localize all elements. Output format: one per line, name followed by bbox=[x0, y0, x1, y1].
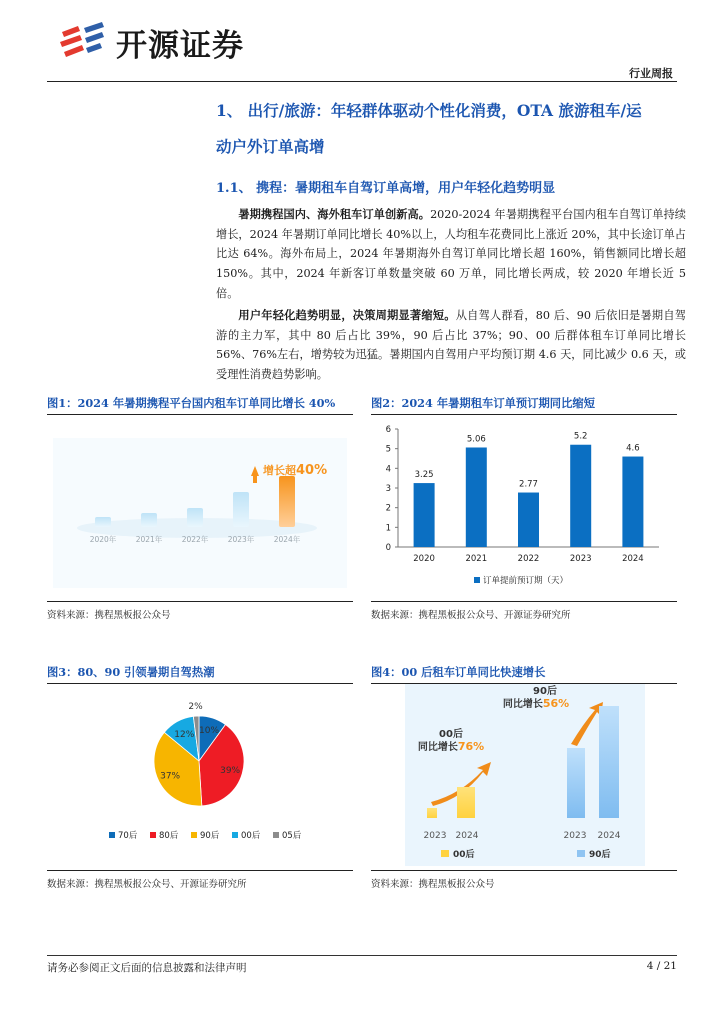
x-tick-label: 2021 bbox=[465, 554, 488, 564]
pie-slice-label: 10% bbox=[199, 726, 220, 737]
legend-swatch bbox=[474, 577, 480, 583]
footer-disclaimer: 请务必参阅正文后面的信息披露和法律声明 bbox=[47, 962, 247, 974]
y-tick-label: 1 bbox=[385, 523, 391, 534]
figure1-bar-2023 bbox=[233, 492, 249, 527]
y-tick-label: 0 bbox=[385, 543, 391, 553]
bar-value-label: 5.06 bbox=[466, 434, 486, 445]
figure3-top-rule bbox=[47, 683, 353, 684]
bar-2022 bbox=[518, 493, 539, 547]
figure1-year-label: 2021年 bbox=[135, 535, 163, 544]
header-divider bbox=[47, 81, 677, 82]
figure4-year-label: 2024 bbox=[455, 831, 479, 841]
brand-name: 开源证券 bbox=[116, 27, 244, 64]
figure4-bottom-rule bbox=[371, 870, 677, 871]
figure1-year-label: 2020年 bbox=[89, 535, 117, 544]
figure2-bar-chart bbox=[371, 418, 677, 596]
figure1-bar-2022 bbox=[187, 508, 203, 527]
bar-2021 bbox=[466, 447, 487, 547]
figure2-title: 图2：2024 年暑期租车订单预订期同比缩短 bbox=[371, 396, 595, 410]
legend-label: 00后 bbox=[453, 850, 475, 860]
brand-logo bbox=[58, 20, 244, 64]
figure4-group1-growth: 同比增长76% bbox=[417, 740, 485, 753]
page-number: 4 / 21 bbox=[646, 960, 677, 972]
figure4-bar-90-2024 bbox=[599, 706, 619, 818]
figure1-image bbox=[47, 420, 353, 600]
figure1-bar-2021 bbox=[141, 513, 157, 527]
y-tick-label: 6 bbox=[385, 425, 391, 435]
paragraph-2-body: 从自驾人群看，80 后、90 后依旧是暑期自驾游的主力军，其中 80 后占比 39%，90 后占比 37%；90、00 后群体租车订单同比增长 56%、76%左右，增势较为迅猛。暑期国内自驾用户平均预订期 4.6 天，同比减少 0.6 天，或受理性消费趋势影响。 bbox=[216, 309, 686, 382]
y-tick-label: 5 bbox=[385, 444, 391, 455]
bar-value-label: 2.77 bbox=[519, 479, 538, 490]
figure1-year-label: 2022年 bbox=[181, 535, 209, 544]
paragraph-2-lead: 用户年轻化趋势明显，决策周期显著缩短。 bbox=[238, 308, 456, 322]
bar-2020 bbox=[414, 483, 435, 547]
legend-label: 70后 bbox=[118, 831, 138, 841]
figure4-title: 图4：00 后租车订单同比快速增长 bbox=[371, 665, 546, 679]
legend-label: 80后 bbox=[159, 831, 179, 841]
figure4-group2-label: 90后 bbox=[533, 686, 557, 697]
paragraph-1-body: 2020-2024 年暑期携程平台国内租车自驾订单持续增长，2024 年暑期订单同比增长 40%以上，人均租车花费同比上涨近 20%，其中长途订单占比达 64%。海外布局上，2024 年暑期海外自驾订单同比增长超 160%，销售额同比增长超 150%。其中，2024 年新客订单数量突破 60 万单，同比增长两成，较 2020 年增长近 5 倍。 bbox=[216, 208, 686, 300]
paragraph-1-lead: 暑期携程国内、海外租车订单创新高。 bbox=[238, 207, 431, 221]
legend-swatch bbox=[150, 832, 156, 838]
section-heading-line1: 1、 出行/旅游：年轻群体驱动个性化消费，OTA 旅游租车/运 bbox=[216, 101, 642, 120]
y-tick-label: 4 bbox=[385, 464, 391, 475]
figure4-bar-00-2024 bbox=[457, 787, 475, 818]
bar-2024 bbox=[622, 457, 643, 547]
legend-swatch bbox=[232, 832, 238, 838]
report-type-tag: 行业周报 bbox=[629, 67, 673, 80]
pie-slice-label: 12% bbox=[174, 730, 195, 741]
figure3-pie-chart bbox=[47, 688, 353, 868]
x-tick-label: 2024 bbox=[622, 554, 644, 564]
figure3-title: 图3：80、90 引领暑期自驾热潮 bbox=[47, 665, 215, 679]
subsection-heading: 1.1、 携程：暑期租车自驾订单高增，用户年轻化趋势明显 bbox=[216, 181, 556, 196]
figure1-year-label: 2023年 bbox=[227, 535, 255, 544]
figure1-source: 资料来源：携程黑板报公众号 bbox=[47, 610, 171, 621]
pie-slice-label: 37% bbox=[160, 771, 181, 782]
figure4-group1-label: 00后 bbox=[439, 729, 463, 740]
figure2-source: 数据来源：携程黑板报公众号、开源证券研究所 bbox=[371, 610, 571, 621]
up-arrow-icon-stem bbox=[253, 475, 257, 483]
x-tick-label: 2023 bbox=[569, 554, 592, 564]
figure4-source: 资料来源：携程黑板报公众号 bbox=[371, 879, 495, 890]
legend-swatch bbox=[191, 832, 197, 838]
legend-label: 90后 bbox=[589, 850, 611, 860]
figure3-source: 数据来源：携程黑板报公众号、开源证券研究所 bbox=[47, 879, 247, 890]
section-heading-line2: 动户外订单高增 bbox=[216, 137, 325, 156]
bar-value-label: 4.6 bbox=[626, 443, 640, 454]
figure1-callout: 增长超40% bbox=[263, 463, 328, 478]
brand-logo-icon bbox=[58, 20, 106, 64]
figure1-year-label: 2024年 bbox=[273, 535, 301, 544]
figure1-bar-2024 bbox=[279, 476, 295, 527]
figure2-top-rule bbox=[371, 414, 677, 415]
legend-swatch bbox=[441, 850, 449, 857]
y-tick-label: 3 bbox=[385, 484, 391, 494]
x-tick-label: 2020 bbox=[413, 554, 435, 564]
legend-label: 90后 bbox=[200, 831, 220, 841]
pie-slice-label: 2% bbox=[188, 702, 203, 713]
figure4-bar-00-2023 bbox=[427, 808, 437, 818]
figure4-year-label: 2023 bbox=[423, 831, 447, 841]
footer-divider bbox=[47, 955, 677, 956]
figure4-group2-growth: 同比增长56% bbox=[502, 697, 570, 710]
figure1-bar-2020 bbox=[95, 517, 111, 527]
figure4-year-label: 2023 bbox=[563, 831, 587, 841]
legend-label: 05后 bbox=[282, 831, 302, 841]
figure4-image bbox=[371, 684, 677, 868]
paragraph-1 bbox=[216, 205, 686, 304]
legend-label: 00后 bbox=[241, 831, 261, 841]
legend-swatch bbox=[273, 832, 279, 838]
bar-value-label: 5.2 bbox=[573, 431, 588, 442]
legend-label: 订单提前预订期（天） bbox=[483, 576, 569, 586]
figure2-bottom-rule bbox=[371, 601, 677, 602]
legend-swatch bbox=[577, 850, 585, 857]
bar-value-label: 3.25 bbox=[414, 470, 434, 481]
paragraph-2 bbox=[216, 306, 686, 385]
y-tick-label: 2 bbox=[385, 503, 391, 514]
figure1-top-rule bbox=[47, 414, 353, 415]
figure4-year-label: 2024 bbox=[597, 831, 621, 841]
bar-2023 bbox=[570, 445, 591, 547]
legend-swatch bbox=[109, 832, 115, 838]
figure1-title: 图1：2024 年暑期携程平台国内租车订单同比增长 40% bbox=[47, 396, 336, 410]
figure4-bar-90-2023 bbox=[567, 748, 585, 818]
pie-slice-label: 39% bbox=[220, 766, 241, 777]
figure3-bottom-rule bbox=[47, 870, 353, 871]
x-tick-label: 2022 bbox=[517, 554, 540, 564]
figure1-bottom-rule bbox=[47, 601, 353, 602]
